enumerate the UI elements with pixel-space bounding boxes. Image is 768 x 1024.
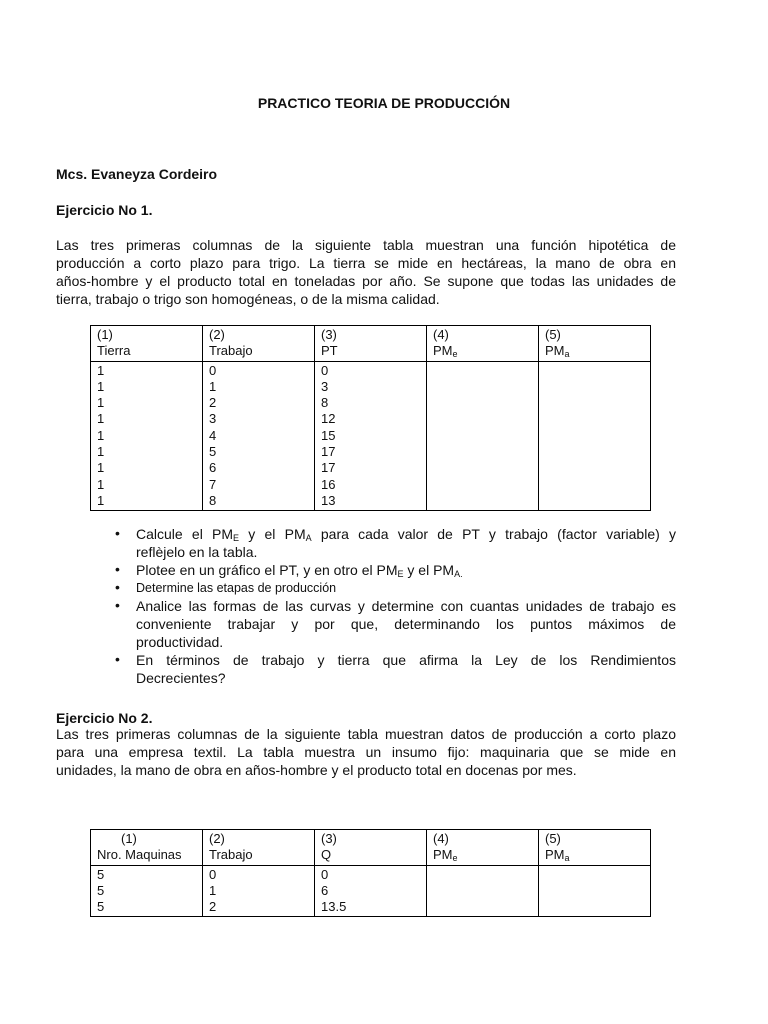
list-item: • En términos de trabajo y tierra que afirma la Ley de los Rendimientos Decrecientes? [115,651,676,686]
task-list [56,525,676,687]
paragraph-line: años-hombre y el producto total en toneladas por año. Se supone que todas las unidades de [56,273,676,289]
paragraph-line: para una empresa textil. La tabla muestra un insumo fijo: maquinaria que se mide en [56,744,676,760]
header-trabajo: (2) Trabajo [203,326,315,362]
paragraph-line: Las tres primeras columnas de la siguiente tabla muestran una función hipotética de [56,237,676,253]
exercise-1-paragraph [56,236,676,308]
exercise-2-heading: Ejercicio No 2. [56,710,153,726]
bullet-icon: • [115,525,120,541]
tierra-column: 1 1 1 1 1 1 1 1 1 [91,361,203,511]
production-table-2 [90,829,651,917]
header-nro-maquinas: (1) Nro. Maquinas [91,830,203,866]
pme-column-empty [427,865,539,917]
pma-column-empty [539,865,651,917]
paragraph-line: tierra, trabajo o trigo son homogéneas, o de la misma calidad. [56,291,440,307]
header-pma: (5) $PM_a$ [539,830,651,866]
pme-column-empty [427,361,539,511]
trabajo-column: 0 1 2 3 4 5 6 7 8 [203,361,315,511]
trabajo-column: 0 1 2 [203,865,315,917]
header-pma: (5) $PM_a$ [539,326,651,362]
header-pme: (4) $PM_e$ [427,326,539,362]
list-item: • Analice las formas de las curvas y determine con cuantas unidades de trabajo es conveniente trabajar y por que, determinando los puntos máximos de productividad. [115,597,676,650]
pt-column: 0 3 8 12 15 17 17 16 13 [315,361,427,511]
header-pt: (3) PT [315,326,427,362]
header-pme: (4) $PM_e$ [427,830,539,866]
pma-column-empty [539,361,651,511]
production-table-1 [90,325,651,511]
header-tierra: (1) Tierra [91,326,203,362]
table-body-row [91,361,651,511]
q-column: 0 6 13.5 [315,865,427,917]
bullet-icon: • [115,579,120,595]
paragraph-line: Las tres primeras columnas de la siguiente tabla muestran datos de producción a corto plazo [56,726,676,742]
list-item: • Calcule el $PM_E$ y el $PM_A$ para cada valor de PT y trabajo (factor variable) y reflèjelo en la tabla. [115,525,676,560]
list-item: • Plotee en un gráfico el PT, y en otro el $PM_E$ y el $PM_{A.}$ [115,561,463,579]
bullet-icon: • [115,651,120,667]
paragraph-line: producción a corto plazo para trigo. La tierra se mide en hectáreas, la mano de obra en [56,255,676,271]
exercise-2-paragraph [56,725,676,779]
bullet-icon: • [115,561,120,577]
table-header-row [91,830,651,866]
list-item: • Determine las etapas de producción [115,579,337,595]
bullet-icon: • [115,597,120,613]
header-q: (3) Q [315,830,427,866]
maquinas-column: 5 5 5 [91,865,203,917]
header-trabajo: (2) Trabajo [203,830,315,866]
paragraph-line: unidades, la mano de obra en años-hombre y el producto total en docenas por mes. [56,762,577,778]
exercise-1-heading: Ejercicio No 1. [56,202,153,218]
table-body-row [91,865,651,917]
page-title: PRACTICO TEORIA DE PRODUCCIÓN [257,95,511,111]
author-name: Mcs. Evaneyza Cordeiro [56,166,218,182]
table-header-row [91,326,651,362]
